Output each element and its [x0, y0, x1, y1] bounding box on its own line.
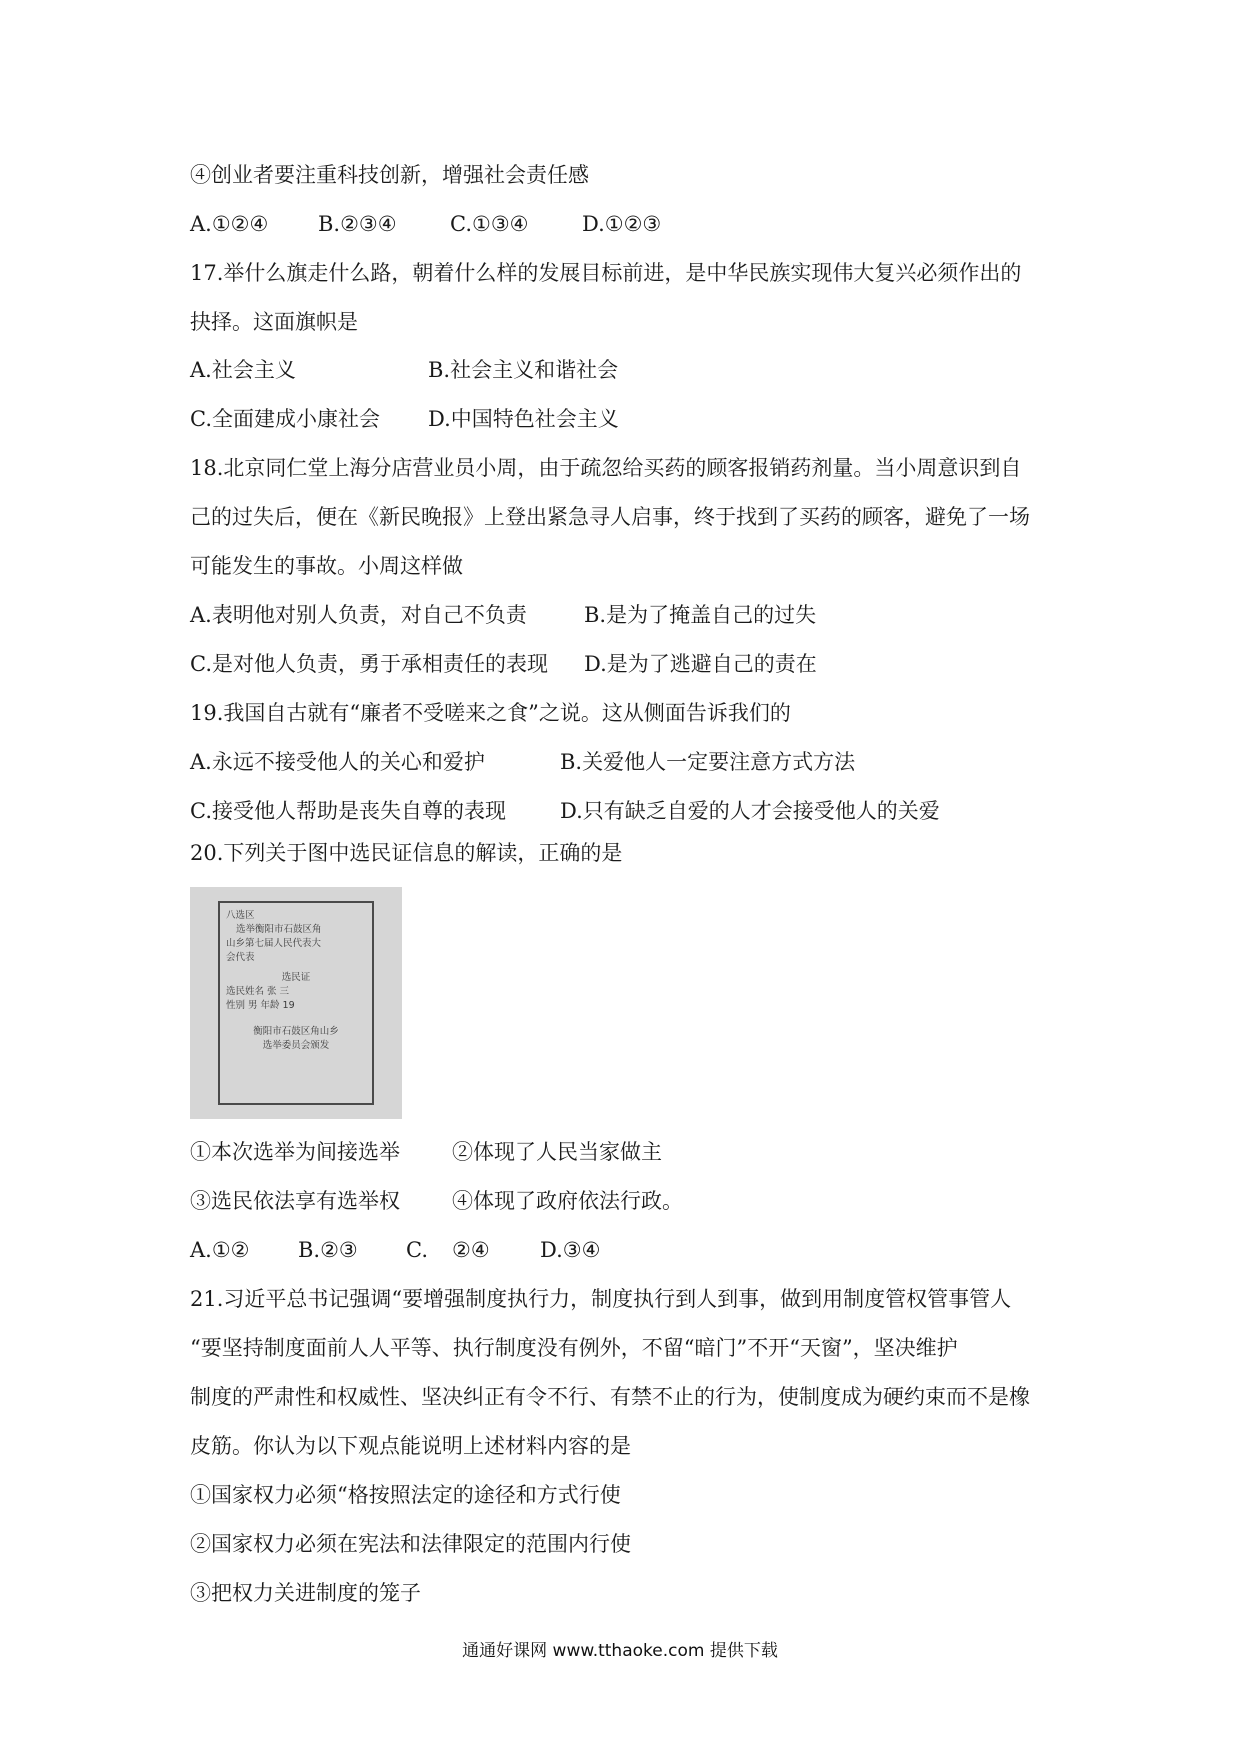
q19-stem: 19.我国自古就有“廉者不受嗟来之食”之说。这从侧面告诉我们的: [190, 701, 791, 725]
q18-option-a: A.表明他对别人负责，对自己不负责: [190, 603, 527, 627]
q20-option-c-label: C.: [406, 1238, 428, 1262]
q16-option-a: A.①②④: [190, 212, 269, 236]
q20-item-3: ③选民依法享有选举权: [190, 1189, 400, 1213]
q21-stem-line-1: 21.习近平总书记强调“要增强制度执行力，制度执行到人到事，做到用制度管权管事管人: [190, 1287, 1012, 1311]
q17-stem-line-2: 抉择。这面旗帜是: [190, 310, 358, 334]
q20-option-b: B.②③: [298, 1238, 358, 1262]
voter-card-election-line-1: 选举衡阳市石鼓区角: [236, 924, 322, 935]
q20-stem: 20.下列关于图中选民证信息的解读，正确的是: [190, 841, 623, 865]
voter-card-election-line-2: 山乡第七届人民代表大: [226, 938, 322, 949]
q18-stem-line-1: 18.北京同仁堂上海分店营业员小周，由于疏忽给买药的顾客报销药剂量。当小周意识到自: [190, 456, 1022, 480]
q18-stem-line-2: 己的过失后，便在《新民晚报》上登出紧急寻人启事，终于找到了买药的顾客，避免了一场: [190, 505, 1030, 529]
voter-card-photo: [190, 887, 402, 1119]
q21-stem-line-3: 制度的严肃性和权威性、坚决纠正有令不行、有禁不止的行为，使制度成为硬约束而不是橡: [190, 1385, 1030, 1409]
q20-item-1: ①本次选举为间接选举: [190, 1140, 400, 1164]
q17-option-b: B.社会主义和谐社会: [428, 358, 619, 382]
q16-item-4: ④创业者要注重科技创新，增强社会责任感: [190, 163, 589, 187]
q20-item-4: ④体现了政府依法行政。: [452, 1189, 683, 1213]
q18-option-d: D.是为了逃避自己的责在: [584, 652, 817, 676]
voter-card-title: 选民证: [281, 972, 311, 983]
q19-option-a: A.永远不接受他人的关心和爱护: [190, 750, 485, 774]
q17-option-d: D.中国特色社会主义: [428, 407, 619, 431]
voter-card-issuer-line-2: 选举委员会颁发: [262, 1040, 330, 1051]
q21-stem-line-4: 皮筋。你认为以下观点能说明上述材料内容的是: [190, 1434, 631, 1458]
q16-option-c: C.①③④: [450, 212, 529, 236]
q20-item-2: ②体现了人民当家做主: [452, 1140, 662, 1164]
q17-stem-line-1: 17.举什么旗走什么路，朝着什么样的发展目标前进，是中华民族实现伟大复兴必须作出的: [190, 261, 1022, 285]
q21-item-1: ①国家权力必须“格按照法定的途径和方式行使: [190, 1483, 621, 1507]
q21-item-2: ②国家权力必须在宪法和法律限定的范围内行使: [190, 1532, 631, 1556]
q20-option-d: D.③④: [540, 1238, 601, 1262]
q17-option-c: C.全面建成小康社会: [190, 407, 380, 431]
page-footer: 通通好课网 www.tthaoke.com 提供下载: [462, 1641, 778, 1661]
q19-option-b: B.关爱他人一定要注意方式方法: [560, 750, 856, 774]
q19-option-c: C.接受他人帮助是丧失自尊的表现: [190, 799, 506, 823]
q17-option-a: A.社会主义: [190, 358, 296, 382]
voter-card-name: 选民姓名 张 三: [226, 986, 290, 997]
voter-card-issuer-line-1: 衡阳市石鼓区角山乡: [253, 1026, 339, 1037]
q16-option-b: B.②③④: [318, 212, 397, 236]
voter-card-election-line-3: 会代表: [226, 952, 255, 963]
voter-card: [218, 901, 374, 1105]
q21-item-3: ③把权力关进制度的笼子: [190, 1581, 421, 1605]
q18-option-b: B.是为了掩盖自己的过失: [584, 603, 817, 627]
voter-card-district: 八选区: [226, 910, 255, 921]
q19-option-d: D.只有缺乏自爱的人才会接受他人的关爱: [560, 799, 940, 823]
q18-stem-line-3: 可能发生的事故。小周这样做: [190, 554, 463, 578]
q16-option-d: D.①②③: [582, 212, 662, 236]
q20-option-c-value: ②④: [452, 1238, 490, 1262]
q18-option-c: C.是对他人负责，勇于承相责任的表现: [190, 652, 548, 676]
voter-card-gender-age: 性别 男 年龄 19: [226, 1000, 295, 1011]
q21-stem-line-2: “要坚持制度面前人人平等、执行制度没有例外，不留“暗门”不开“天窗”，坚决维护: [190, 1336, 958, 1360]
q20-option-a: A.①②: [190, 1238, 250, 1262]
